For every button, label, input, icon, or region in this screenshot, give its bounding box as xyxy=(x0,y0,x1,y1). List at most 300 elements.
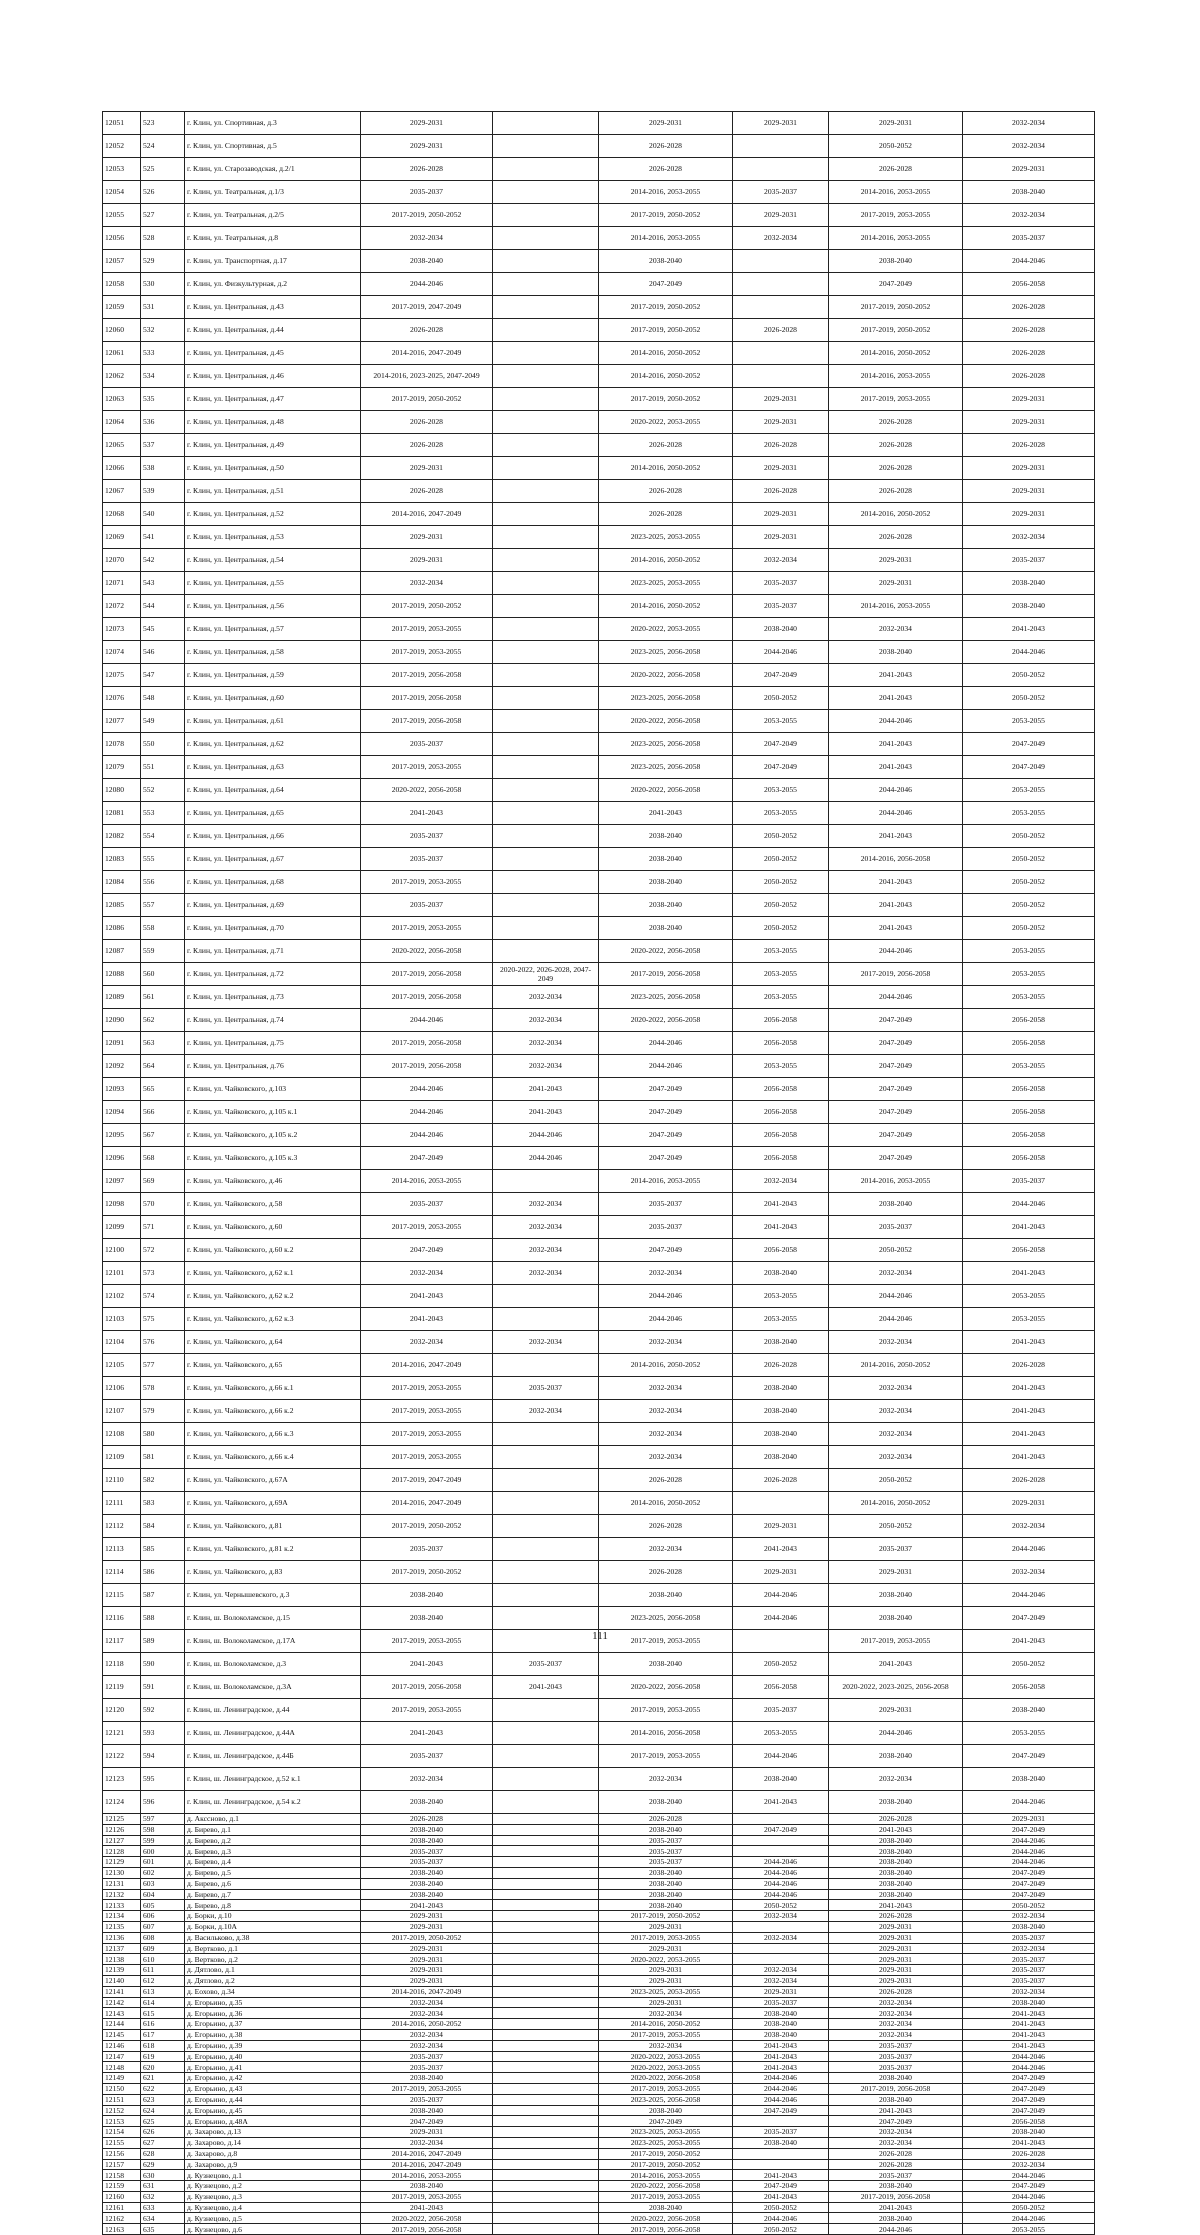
table-cell-p2 xyxy=(493,1699,599,1722)
table-cell-p3: 2017-2019, 2056-2058 xyxy=(599,2224,733,2235)
table-cell-p4: 2026-2028 xyxy=(733,434,829,457)
table-cell-p5: 2014-2016, 2053-2055 xyxy=(829,1170,963,1193)
table-cell-p4: 2053-2055 xyxy=(733,1308,829,1331)
table-cell-p5: 2038-2040 xyxy=(829,2073,963,2084)
table-cell-p4: 2029-2031 xyxy=(733,457,829,480)
table-cell-p6: 2041-2043 xyxy=(963,1216,1095,1239)
table-cell-p2 xyxy=(493,2008,599,2019)
table-row xyxy=(103,1101,1095,1124)
table-row xyxy=(103,1676,1095,1699)
table-cell-id: 12066 xyxy=(103,457,141,480)
table-cell-p6: 2047-2049 xyxy=(963,1745,1095,1768)
table-cell-p3: 2035-2037 xyxy=(599,1857,733,1868)
table-cell-addr: д. Захарово, д.9 xyxy=(185,2159,361,2170)
table-cell-p5: 2041-2043 xyxy=(829,894,963,917)
table-cell-p2 xyxy=(493,756,599,779)
table-cell-p1: 2038-2040 xyxy=(361,1878,493,1889)
table-row xyxy=(103,227,1095,250)
table-cell-p5: 2026-2028 xyxy=(829,1986,963,1997)
table-cell-no: 586 xyxy=(141,1561,185,1584)
table-row xyxy=(103,940,1095,963)
table-cell-p1: 2029-2031 xyxy=(361,457,493,480)
table-cell-no: 616 xyxy=(141,2019,185,2030)
table-cell-id: 12083 xyxy=(103,848,141,871)
table-cell-p6: 2026-2028 xyxy=(963,2148,1095,2159)
table-row xyxy=(103,411,1095,434)
table-cell-no: 539 xyxy=(141,480,185,503)
table-cell-p5: 2044-2046 xyxy=(829,779,963,802)
table-cell-p2 xyxy=(493,618,599,641)
table-cell-p5: 2017-2019, 2056-2058 xyxy=(829,963,963,986)
table-cell-id: 12076 xyxy=(103,687,141,710)
table-cell-no: 607 xyxy=(141,1921,185,1932)
table-cell-addr: д. Бирево, д.2 xyxy=(185,1835,361,1846)
table-cell-no: 553 xyxy=(141,802,185,825)
table-cell-p4: 2044-2046 xyxy=(733,1889,829,1900)
table-cell-p2: 2044-2046 xyxy=(493,1124,599,1147)
table-cell-addr: д. Егорьино, д.48А xyxy=(185,2116,361,2127)
table-cell-id: 12143 xyxy=(103,2008,141,2019)
table-cell-p2 xyxy=(493,1943,599,1954)
table-cell-p6: 2056-2058 xyxy=(963,1676,1095,1699)
table-cell-id: 12161 xyxy=(103,2202,141,2213)
table-cell-p1: 2044-2046 xyxy=(361,1078,493,1101)
table-cell-p2 xyxy=(493,2062,599,2073)
table-cell-no: 543 xyxy=(141,572,185,595)
table-cell-p4 xyxy=(733,1954,829,1965)
table-cell-id: 12144 xyxy=(103,2019,141,2030)
table-cell-p1: 2035-2037 xyxy=(361,1193,493,1216)
table-row xyxy=(103,2051,1095,2062)
table-cell-p5: 2014-2016, 2053-2055 xyxy=(829,181,963,204)
table-row xyxy=(103,2202,1095,2213)
table-row xyxy=(103,1814,1095,1825)
table-cell-no: 606 xyxy=(141,1911,185,1922)
table-cell-p1: 2038-2040 xyxy=(361,1791,493,1814)
table-cell-p4: 2044-2046 xyxy=(733,1878,829,1889)
table-cell-p2 xyxy=(493,2116,599,2127)
table-cell-p5: 2014-2016, 2050-2052 xyxy=(829,342,963,365)
table-cell-p2 xyxy=(493,917,599,940)
table-cell-p4: 2038-2040 xyxy=(733,1768,829,1791)
table-cell-p5: 2032-2034 xyxy=(829,1377,963,1400)
table-cell-no: 597 xyxy=(141,1814,185,1825)
table-cell-p1: 2032-2034 xyxy=(361,572,493,595)
table-cell-p3: 2047-2049 xyxy=(599,1147,733,1170)
table-cell-addr: г. Клин, ул. Чайковского, д.66 к.1 xyxy=(185,1377,361,1400)
table-cell-addr: г. Клин, ул. Центральная, д.61 xyxy=(185,710,361,733)
table-cell-p4: 2056-2058 xyxy=(733,1101,829,1124)
table-row xyxy=(103,1900,1095,1911)
table-cell-p4: 2050-2052 xyxy=(733,2202,829,2213)
table-cell-addr: г. Клин, ул. Центральная, д.50 xyxy=(185,457,361,480)
table-cell-p6: 2038-2040 xyxy=(963,2127,1095,2138)
table-cell-p3: 2026-2028 xyxy=(599,158,733,181)
table-cell-p4 xyxy=(733,1835,829,1846)
table-cell-p3: 2032-2034 xyxy=(599,1377,733,1400)
table-cell-p3: 2020-2022, 2056-2058 xyxy=(599,710,733,733)
table-cell-p5: 2044-2046 xyxy=(829,986,963,1009)
table-cell-p5: 2026-2028 xyxy=(829,411,963,434)
table-cell-p4: 2035-2037 xyxy=(733,181,829,204)
table-cell-p6: 2041-2043 xyxy=(963,1331,1095,1354)
table-row xyxy=(103,1009,1095,1032)
table-cell-id: 12149 xyxy=(103,2073,141,2084)
table-cell-p1: 2038-2040 xyxy=(361,250,493,273)
table-cell-p6: 2047-2049 xyxy=(963,1889,1095,1900)
table-cell-p1: 2038-2040 xyxy=(361,1824,493,1835)
table-cell-p4: 2035-2037 xyxy=(733,595,829,618)
table-cell-p5: 2032-2034 xyxy=(829,1997,963,2008)
table-cell-id: 12053 xyxy=(103,158,141,181)
table-row xyxy=(103,1997,1095,2008)
table-cell-no: 578 xyxy=(141,1377,185,1400)
table-cell-p4 xyxy=(733,2116,829,2127)
table-cell-p4 xyxy=(733,2148,829,2159)
table-cell-p2 xyxy=(493,1921,599,1932)
table-row xyxy=(103,2137,1095,2148)
table-cell-p3: 2020-2022, 2056-2058 xyxy=(599,2181,733,2192)
table-cell-p3: 2014-2016, 2053-2055 xyxy=(599,1170,733,1193)
table-cell-id: 12139 xyxy=(103,1965,141,1976)
table-cell-p2 xyxy=(493,2083,599,2094)
table-cell-p2 xyxy=(493,1857,599,1868)
table-cell-p1: 2026-2028 xyxy=(361,319,493,342)
table-cell-p2 xyxy=(493,1814,599,1825)
table-cell-no: 552 xyxy=(141,779,185,802)
table-cell-p1: 2026-2028 xyxy=(361,1814,493,1825)
table-cell-p6: 2053-2055 xyxy=(963,2224,1095,2235)
table-cell-p5: 2032-2034 xyxy=(829,2127,963,2138)
table-cell-p6: 2029-2031 xyxy=(963,158,1095,181)
table-cell-p2: 2035-2037 xyxy=(493,1653,599,1676)
table-cell-no: 540 xyxy=(141,503,185,526)
table-cell-addr: г. Клин, ул. Центральная, д.67 xyxy=(185,848,361,871)
table-cell-p5: 2029-2031 xyxy=(829,572,963,595)
table-cell-p3: 2035-2037 xyxy=(599,1835,733,1846)
table-cell-id: 12101 xyxy=(103,1262,141,1285)
table-cell-p2 xyxy=(493,2040,599,2051)
table-cell-id: 12073 xyxy=(103,618,141,641)
table-cell-p1: 2029-2031 xyxy=(361,549,493,572)
table-cell-p6: 2041-2043 xyxy=(963,1423,1095,1446)
table-cell-p2 xyxy=(493,1308,599,1331)
table-cell-p6: 2047-2049 xyxy=(963,2073,1095,2084)
table-cell-p2 xyxy=(493,1515,599,1538)
table-cell-no: 536 xyxy=(141,411,185,434)
table-cell-no: 590 xyxy=(141,1653,185,1676)
table-cell-p2 xyxy=(493,1932,599,1943)
table-row xyxy=(103,1193,1095,1216)
table-cell-p5: 2029-2031 xyxy=(829,1943,963,1954)
table-cell-addr: г. Клин, ул. Спортивная, д.3 xyxy=(185,112,361,135)
table-cell-p3: 2023-2025, 2053-2055 xyxy=(599,572,733,595)
table-cell-no: 530 xyxy=(141,273,185,296)
table-cell-id: 12112 xyxy=(103,1515,141,1538)
table-cell-p2 xyxy=(493,411,599,434)
table-row xyxy=(103,710,1095,733)
table-cell-p2 xyxy=(493,1446,599,1469)
table-cell-p2 xyxy=(493,1607,599,1630)
table-cell-p1: 2020-2022, 2056-2058 xyxy=(361,2213,493,2224)
table-row xyxy=(103,2116,1095,2127)
table-cell-addr: г. Клин, ул. Центральная, д.64 xyxy=(185,779,361,802)
table-row xyxy=(103,526,1095,549)
table-cell-p5: 2017-2019, 2050-2052 xyxy=(829,296,963,319)
table-cell-p6: 2035-2037 xyxy=(963,1965,1095,1976)
table-cell-p2 xyxy=(493,503,599,526)
table-cell-addr: г. Клин, ул. Центральная, д.74 xyxy=(185,1009,361,1032)
table-cell-p5: 2035-2037 xyxy=(829,2040,963,2051)
table-cell-id: 12105 xyxy=(103,1354,141,1377)
table-cell-p5: 2044-2046 xyxy=(829,1308,963,1331)
table-cell-p1: 2017-2019, 2053-2055 xyxy=(361,1699,493,1722)
table-cell-p3: 2047-2049 xyxy=(599,1124,733,1147)
table-cell-p1: 2032-2034 xyxy=(361,2029,493,2040)
table-cell-p5: 2047-2049 xyxy=(829,1009,963,1032)
table-cell-no: 622 xyxy=(141,2083,185,2094)
table-cell-p2 xyxy=(493,825,599,848)
table-cell-no: 581 xyxy=(141,1446,185,1469)
table-cell-p5: 2029-2031 xyxy=(829,549,963,572)
table-cell-p1: 2017-2019, 2056-2058 xyxy=(361,1032,493,1055)
table-cell-p1: 2038-2040 xyxy=(361,1584,493,1607)
table-cell-p5: 2041-2043 xyxy=(829,917,963,940)
table-cell-p2 xyxy=(493,2137,599,2148)
table-cell-addr: г. Клин, ул. Чернышевского, д.3 xyxy=(185,1584,361,1607)
table-cell-no: 569 xyxy=(141,1170,185,1193)
table-cell-p2 xyxy=(493,572,599,595)
table-cell-p2 xyxy=(493,1768,599,1791)
table-cell-p5: 2041-2043 xyxy=(829,825,963,848)
table-cell-no: 572 xyxy=(141,1239,185,1262)
table-cell-no: 531 xyxy=(141,296,185,319)
table-cell-p5: 2041-2043 xyxy=(829,733,963,756)
table-cell-p3: 2029-2031 xyxy=(599,1921,733,1932)
table-cell-no: 585 xyxy=(141,1538,185,1561)
table-cell-p6: 2044-2046 xyxy=(963,1584,1095,1607)
table-cell-p6: 2050-2052 xyxy=(963,687,1095,710)
table-cell-p5: 2017-2019, 2053-2055 xyxy=(829,1630,963,1653)
table-cell-p4: 2038-2040 xyxy=(733,2019,829,2030)
table-cell-p1: 2035-2037 xyxy=(361,894,493,917)
table-cell-p1: 2032-2034 xyxy=(361,2008,493,2019)
table-cell-p1: 2041-2043 xyxy=(361,802,493,825)
table-cell-p3: 2038-2040 xyxy=(599,871,733,894)
table-cell-no: 527 xyxy=(141,204,185,227)
table-cell-p3: 2047-2049 xyxy=(599,1239,733,1262)
table-cell-p1: 2014-2016, 2047-2049 xyxy=(361,1354,493,1377)
table-cell-p1: 2044-2046 xyxy=(361,1101,493,1124)
table-cell-p5: 2032-2034 xyxy=(829,618,963,641)
table-cell-p6: 2056-2058 xyxy=(963,273,1095,296)
table-cell-p1: 2035-2037 xyxy=(361,2094,493,2105)
table-cell-p2 xyxy=(493,1911,599,1922)
table-cell-p1: 2032-2034 xyxy=(361,1262,493,1285)
table-cell-p1: 2029-2031 xyxy=(361,1921,493,1932)
table-cell-p5: 2032-2034 xyxy=(829,2029,963,2040)
table-cell-addr: г. Клин, ул. Центральная, д.72 xyxy=(185,963,361,986)
table-cell-p1: 2029-2031 xyxy=(361,1943,493,1954)
table-cell-p3: 2020-2022, 2053-2055 xyxy=(599,2051,733,2062)
table-cell-no: 610 xyxy=(141,1954,185,1965)
table-cell-p3: 2017-2019, 2050-2052 xyxy=(599,319,733,342)
table-cell-p6: 2038-2040 xyxy=(963,181,1095,204)
table-cell-p1: 2041-2043 xyxy=(361,1653,493,1676)
table-row xyxy=(103,917,1095,940)
table-cell-p6: 2032-2034 xyxy=(963,526,1095,549)
table-cell-p6: 2041-2043 xyxy=(963,1446,1095,1469)
table-cell-p2 xyxy=(493,1722,599,1745)
table-cell-p2 xyxy=(493,2181,599,2192)
table-cell-addr: д. Акссново, д.1 xyxy=(185,1814,361,1825)
table-cell-p6: 2044-2046 xyxy=(963,2213,1095,2224)
table-cell-p3: 2014-2016, 2050-2052 xyxy=(599,1354,733,1377)
table-cell-p6: 2029-2031 xyxy=(963,388,1095,411)
table-cell-id: 12090 xyxy=(103,1009,141,1032)
table-cell-no: 588 xyxy=(141,1607,185,1630)
table-cell-p4: 2050-2052 xyxy=(733,894,829,917)
table-cell-id: 12110 xyxy=(103,1469,141,1492)
table-cell-p3: 2038-2040 xyxy=(599,894,733,917)
table-cell-addr: г. Клин, ул. Центральная, д.49 xyxy=(185,434,361,457)
table-cell-p1: 2029-2031 xyxy=(361,135,493,158)
table-cell-id: 12074 xyxy=(103,641,141,664)
table-cell-id: 12145 xyxy=(103,2029,141,2040)
table-cell-p3: 2020-2022, 2056-2058 xyxy=(599,1676,733,1699)
table-cell-p2 xyxy=(493,1469,599,1492)
table-cell-id: 12092 xyxy=(103,1055,141,1078)
table-cell-no: 560 xyxy=(141,963,185,986)
table-cell-p2 xyxy=(493,1584,599,1607)
table-cell-no: 571 xyxy=(141,1216,185,1239)
table-cell-p4: 2056-2058 xyxy=(733,1239,829,1262)
table-cell-p1: 2047-2049 xyxy=(361,2116,493,2127)
table-cell-p5: 2041-2043 xyxy=(829,687,963,710)
table-cell-addr: г. Клин, ул. Чайковского, д.64 xyxy=(185,1331,361,1354)
table-cell-p1: 2017-2019, 2050-2052 xyxy=(361,388,493,411)
table-cell-p6: 2038-2040 xyxy=(963,1768,1095,1791)
table-cell-no: 579 xyxy=(141,1400,185,1423)
table-cell-p1: 2038-2040 xyxy=(361,1867,493,1878)
table-row xyxy=(103,2148,1095,2159)
table-cell-p3: 2029-2031 xyxy=(599,1965,733,1976)
table-cell-p1: 2017-2019, 2053-2055 xyxy=(361,1216,493,1239)
table-cell-p2 xyxy=(493,1867,599,1878)
table-cell-no: 532 xyxy=(141,319,185,342)
table-cell-p6: 2029-2031 xyxy=(963,457,1095,480)
table-cell-no: 613 xyxy=(141,1986,185,1997)
table-cell-p6: 2056-2058 xyxy=(963,1239,1095,1262)
table-cell-id: 12062 xyxy=(103,365,141,388)
table-row xyxy=(103,641,1095,664)
table-row xyxy=(103,1216,1095,1239)
table-cell-p2 xyxy=(493,1878,599,1889)
table-cell-no: 534 xyxy=(141,365,185,388)
table-cell-p5: 2050-2052 xyxy=(829,1515,963,1538)
table-cell-id: 12052 xyxy=(103,135,141,158)
table-cell-p2 xyxy=(493,480,599,503)
table-cell-p6: 2056-2058 xyxy=(963,1078,1095,1101)
table-cell-id: 12091 xyxy=(103,1032,141,1055)
table-cell-p6: 2044-2046 xyxy=(963,1835,1095,1846)
table-row xyxy=(103,1975,1095,1986)
table-cell-addr: д. Егорьино, д.44 xyxy=(185,2094,361,2105)
table-cell-p1: 2017-2019, 2053-2055 xyxy=(361,871,493,894)
table-cell-p6: 2026-2028 xyxy=(963,296,1095,319)
table-cell-p4: 2056-2058 xyxy=(733,1676,829,1699)
table-cell-p4: 2029-2031 xyxy=(733,112,829,135)
table-cell-addr: г. Клин, ул. Чайковского, д.67А xyxy=(185,1469,361,1492)
table-cell-p1: 2017-2019, 2050-2052 xyxy=(361,204,493,227)
table-cell-p4: 2038-2040 xyxy=(733,1331,829,1354)
table-cell-p4: 2032-2034 xyxy=(733,227,829,250)
table-cell-p6: 2047-2049 xyxy=(963,1824,1095,1835)
table-cell-addr: г. Клин, ул. Чайковского, д.81 xyxy=(185,1515,361,1538)
table-cell-p2 xyxy=(493,2213,599,2224)
table-cell-p2 xyxy=(493,204,599,227)
table-cell-p3: 2017-2019, 2053-2055 xyxy=(599,1745,733,1768)
table-cell-addr: д. Бирево, д.8 xyxy=(185,1900,361,1911)
table-cell-addr: г. Клин, ул. Чайковского, д.69А xyxy=(185,1492,361,1515)
table-row xyxy=(103,1722,1095,1745)
table-cell-p5: 2038-2040 xyxy=(829,641,963,664)
table-cell-p1: 2032-2034 xyxy=(361,227,493,250)
table-cell-p1: 2017-2019, 2047-2049 xyxy=(361,296,493,319)
table-cell-p1: 2017-2019, 2050-2052 xyxy=(361,1561,493,1584)
table-cell-no: 595 xyxy=(141,1768,185,1791)
table-row xyxy=(103,1354,1095,1377)
table-cell-p1: 2029-2031 xyxy=(361,1975,493,1986)
table-cell-p2 xyxy=(493,388,599,411)
table-cell-p3: 2038-2040 xyxy=(599,2105,733,2116)
table-cell-p6: 2053-2055 xyxy=(963,779,1095,802)
table-cell-p5: 2014-2016, 2053-2055 xyxy=(829,227,963,250)
table-cell-p5: 2014-2016, 2050-2052 xyxy=(829,1354,963,1377)
table-cell-p4: 2035-2037 xyxy=(733,1699,829,1722)
table-cell-p1: 2038-2040 xyxy=(361,1607,493,1630)
table-cell-no: 609 xyxy=(141,1943,185,1954)
table-cell-addr: д. Кузнецово, д.3 xyxy=(185,2191,361,2202)
table-cell-addr: д. Бирево, д.5 xyxy=(185,1867,361,1878)
table-row xyxy=(103,549,1095,572)
table-cell-id: 12125 xyxy=(103,1814,141,1825)
table-cell-addr: г. Клин, ул. Центральная, д.55 xyxy=(185,572,361,595)
table-cell-p5: 2017-2019, 2050-2052 xyxy=(829,319,963,342)
table-cell-p4: 2032-2034 xyxy=(733,1975,829,1986)
table-cell-p5: 2047-2049 xyxy=(829,1101,963,1124)
table-cell-p5: 2032-2034 xyxy=(829,2019,963,2030)
table-cell-addr: г. Клин, ш. Волоколамское, д.3 xyxy=(185,1653,361,1676)
table-cell-p3: 2017-2019, 2053-2055 xyxy=(599,1699,733,1722)
table-cell-addr: д. Захарово, д.13 xyxy=(185,2127,361,2138)
table-cell-addr: д. Захарово, д.14 xyxy=(185,2137,361,2148)
table-cell-p3: 2017-2019, 2053-2055 xyxy=(599,2029,733,2040)
table-cell-p2 xyxy=(493,112,599,135)
table-cell-no: 574 xyxy=(141,1285,185,1308)
table-cell-p2 xyxy=(493,1986,599,1997)
table-cell-p1: 2041-2043 xyxy=(361,1722,493,1745)
table-cell-p6: 2047-2049 xyxy=(963,2083,1095,2094)
table-cell-p5: 2038-2040 xyxy=(829,1878,963,1889)
table-cell-id: 12156 xyxy=(103,2148,141,2159)
table-cell-p6: 2026-2028 xyxy=(963,342,1095,365)
table-row xyxy=(103,2105,1095,2116)
table-cell-no: 551 xyxy=(141,756,185,779)
table-cell-id: 12063 xyxy=(103,388,141,411)
table-cell-p6: 2050-2052 xyxy=(963,894,1095,917)
table-cell-p3: 2032-2034 xyxy=(599,1446,733,1469)
